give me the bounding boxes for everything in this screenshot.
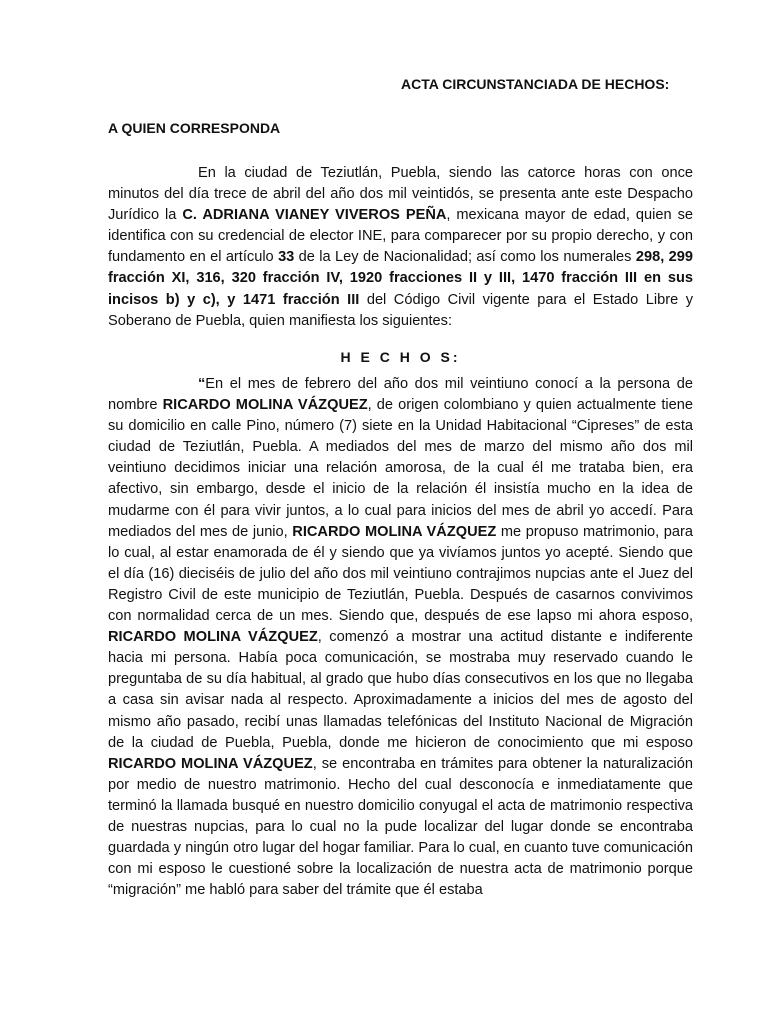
spouse-name: RICARDO MOLINA VÁZQUEZ: [108, 629, 318, 646]
intro-text-1: En la ciudad de Teziutlán, Puebla, siendo las catorce horas con once minutos del día trece de abril del año dos mil veintidós, se presenta ante este Despacho Jurídico la: [108, 165, 693, 224]
facts-text-5: , se encontraba en trámites para obtener la naturalización por medio de nuestro matrimonio. Hecho del cual desconocía e inmediatamente que terminó la llamada busqué en nuestro domicilio conyugal el acta de matrimonio respectiva de nuestras nupcias, para lo cual no la pude localizar del lugar donde se encontraba guardada y ningún otro lugar del hogar familiar. Para lo cual, en cuanto tuve comunicación con mi esposo le cuestioné sobre la localización de nuestra acta de matrimonio porque “migración” me habló para saber del trámite que él estaba: [108, 755, 693, 899]
intro-text-2: , mexicana mayor de edad, quien se identifica con su credencial de elector INE, para comparecer por su propio derecho, y con fundamento en el artículo: [108, 207, 693, 266]
intro-text-4: del Código Civil vigente para el Estado Libre y Soberano de Puebla, quien manifiesta los siguientes:: [108, 291, 694, 329]
spouse-name: RICARDO MOLINA VÁZQUEZ: [162, 397, 368, 414]
spouse-name: RICARDO MOLINA VÁZQUEZ: [108, 755, 313, 772]
facts-text-1: En el mes de febrero del año dos mil veintiuno conocí a la persona de nombre: [108, 376, 693, 414]
spouse-name: RICARDO MOLINA VÁZQUEZ: [292, 523, 497, 540]
facts-text-4: , comenzó a mostrar una actitud distante e indiferente hacia mi persona. Había poca comunicación, se mostraba muy reservado cuando le preguntaba de su día habitual, al grado que hubo días consecutivos en los que no llegaba a casa sin avisar nada al respecto. Aproximadamente a inicios del mes de agosto del mismo año pasado, recibí unas llamadas telefónicas del Instituto Nacional de Migración de la ciudad de Puebla, Puebla, donde me hicieron de conocimiento que mi esposo: [108, 629, 694, 751]
article-number: 33: [278, 249, 295, 266]
opening-quote: “: [198, 376, 206, 392]
intro-paragraph: [108, 163, 693, 332]
facts-heading: H E C H O S:: [340, 349, 461, 365]
legal-numerals: 298, 299 fracción XI, 316, 320 fracción IV, 1920 fracciones II y III, 1470 fracción III en sus incisos b) y c), y 1471 fracción III: [108, 249, 693, 308]
salutation: A QUIEN CORRESPONDA: [108, 120, 281, 136]
facts-text-2: , de origen colombiano y quien actualmente tiene su domicilio en calle Pino, número (7) siete en la Unidad Habitacional “Cipreses” de esta ciudad de Teziutlán, Puebla. A mediados del mes de marzo del mismo año dos mil veintiuno decidimos iniciar una relación amorosa, de la cual él me trataba bien, era afectivo, sin embargo, desde el inicio de la relación él insistía mucho en la idea de mudarme con él para vivir juntos, a lo cual para inicios del mes de abril yo accedí. Para mediados del mes de junio,: [108, 397, 693, 540]
facts-paragraph: [108, 374, 693, 901]
facts-text-3: me propuso matrimonio, para lo cual, al estar enamorada de él y siendo que ya vivíamos juntos yo acepté. Siendo que el día (16) dieciséis de julio del año dos mil veintiuno contrajimos nupcias ante el Juez del Registro Civil de este municipio de Teziutlán, Puebla. Después de casarnos convivimos con normalidad cerca de un mes. Siendo que, después de ese lapso mi ahora esposo,: [108, 523, 694, 625]
intro-text-3: de la Ley de Nacionalidad; así como los numerales: [294, 249, 636, 266]
appearing-party-name: C. ADRIANA VIANEY VIVEROS PEÑA: [182, 207, 447, 224]
document-title: ACTA CIRCUNSTANCIADA DE HECHOS:: [401, 76, 670, 92]
